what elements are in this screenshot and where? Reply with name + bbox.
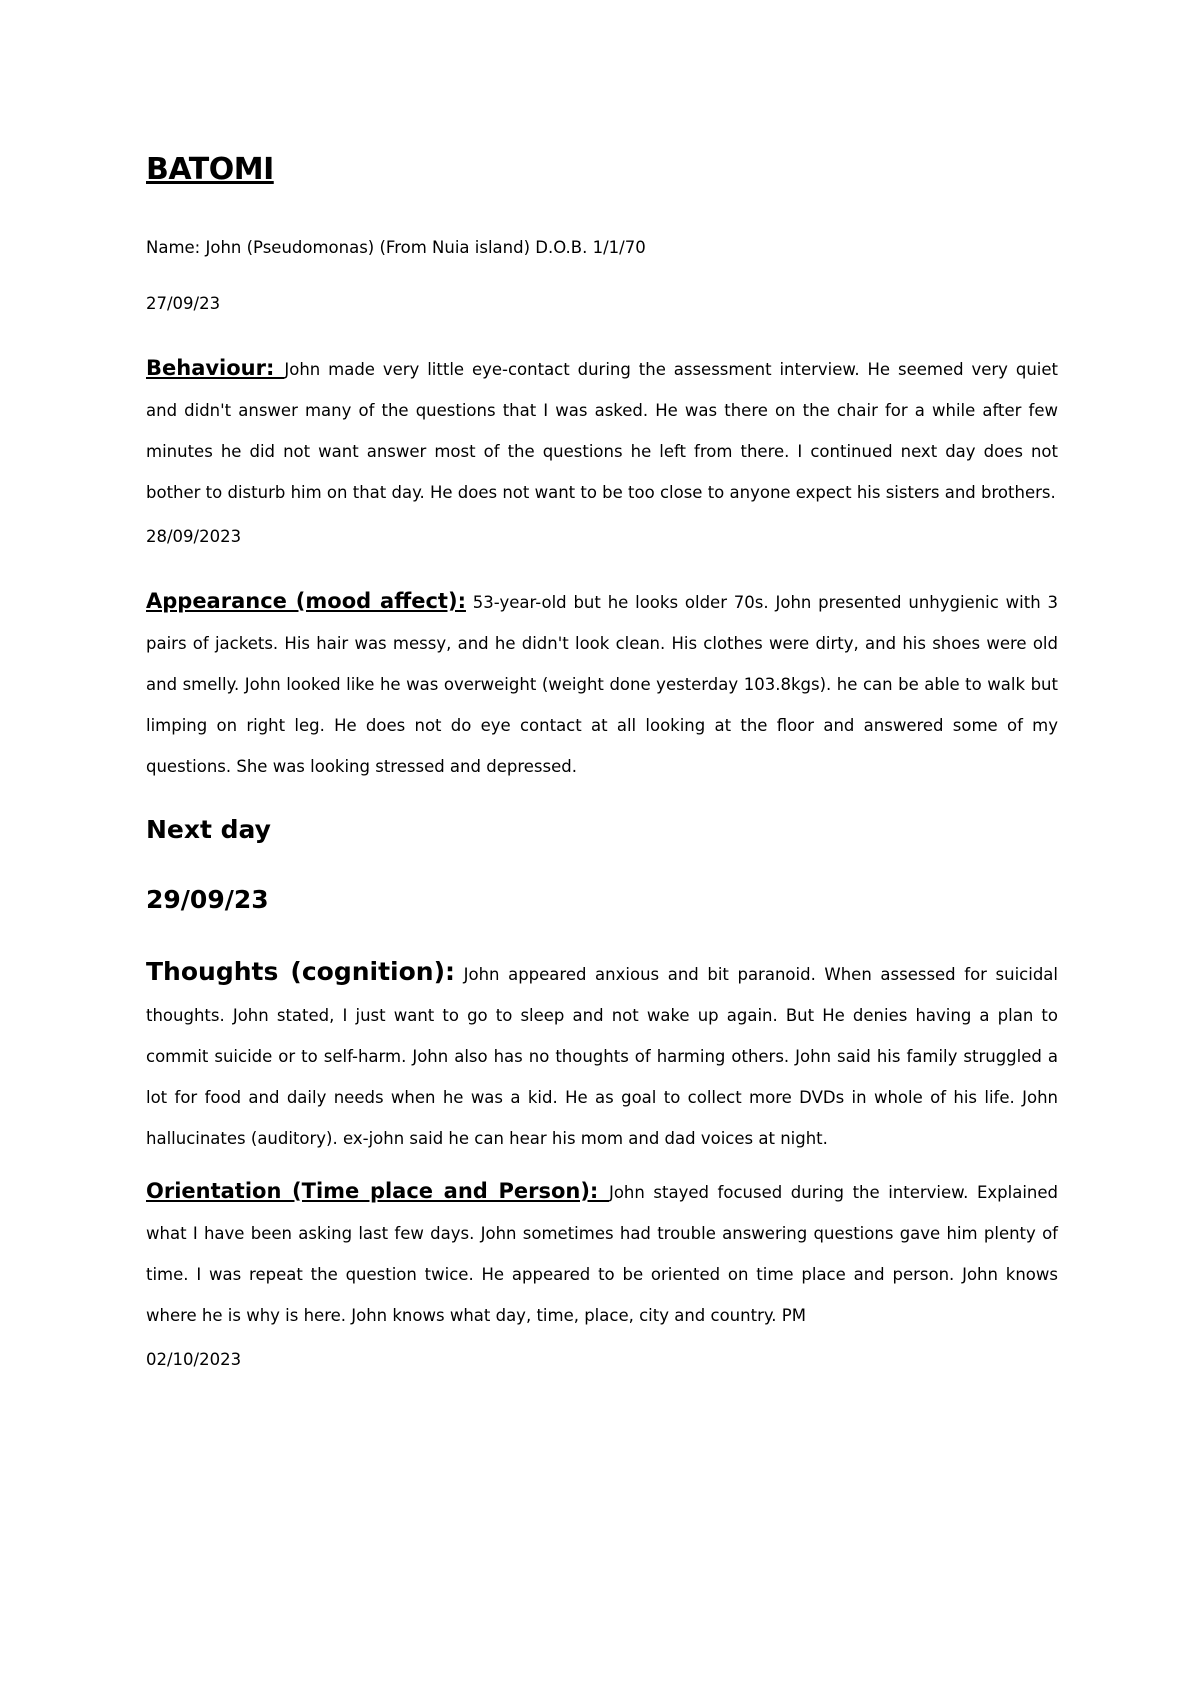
behaviour-label: Behaviour: (146, 356, 285, 380)
entry-date-1: 27/09/23 (146, 294, 221, 313)
thoughts-label: Thoughts (cognition): (146, 957, 456, 986)
thoughts-section (146, 951, 1058, 1159)
entry-date-3: 29/09/23 (146, 885, 269, 914)
patient-name-line: Name: John (Pseudomonas) (From Nuia island) D.O.B. 1/1/70 (146, 238, 646, 257)
document-page (146, 150, 1058, 1404)
orientation-label: Orientation (Time place and Person): (146, 1179, 609, 1203)
entry-date-4: 02/10/2023 (146, 1350, 242, 1369)
behaviour-section (146, 348, 1058, 513)
behaviour-text: John made very little eye-contact during the assessment interview. He seemed very quiet and didn't answer many of the questions that I was asked. He was there on the chair for a while after few minutes he did not want answer most of the questions he left from there. I continued next day does not bother to disturb him on that day. He does not want to be too close to anyone expect his sisters and brothers. (146, 360, 1058, 502)
appearance-text: 53-year-old but he looks older 70s. John presented unhygienic with 3 pairs of jackets. His hair was messy, and he didn't look clean. His clothes were dirty, and his shoes were old and smelly. John looked like he was overweight (weight done yesterday 103.8kgs). he can be able to walk but limping on right leg. He does not do eye contact at all looking at the floor and answered some of my questions. She was looking stressed and depressed. (146, 593, 1058, 776)
appearance-section (146, 581, 1058, 787)
appearance-label: Appearance (mood affect): (146, 589, 466, 613)
thoughts-text: John appeared anxious and bit paranoid. When assessed for suicidal thoughts. John stated, I just want to go to sleep and not wake up again. But He denies having a plan to commit suicide or to self-harm. John also has no thoughts of harming others. John said his family struggled a lot for food and daily needs when he was a kid. He as goal to collect more DVDs in whole of his life. John hallucinates (auditory). ex-john said he can hear his mom and dad voices at night. (146, 965, 1059, 1148)
orientation-section (146, 1171, 1058, 1336)
entry-date-2: 28/09/2023 (146, 527, 242, 546)
document-title: BATOMI (146, 152, 274, 187)
next-day-heading: Next day (146, 815, 271, 844)
orientation-text: John stayed focused during the interview. Explained what I have been asking last few days. John sometimes had trouble answering questions gave him plenty of time. I was repeat the question twice. He appeared to be oriented on time place and person. John knows where he is why is here. John knows what day, time, place, city and country. PM (146, 1183, 1058, 1325)
